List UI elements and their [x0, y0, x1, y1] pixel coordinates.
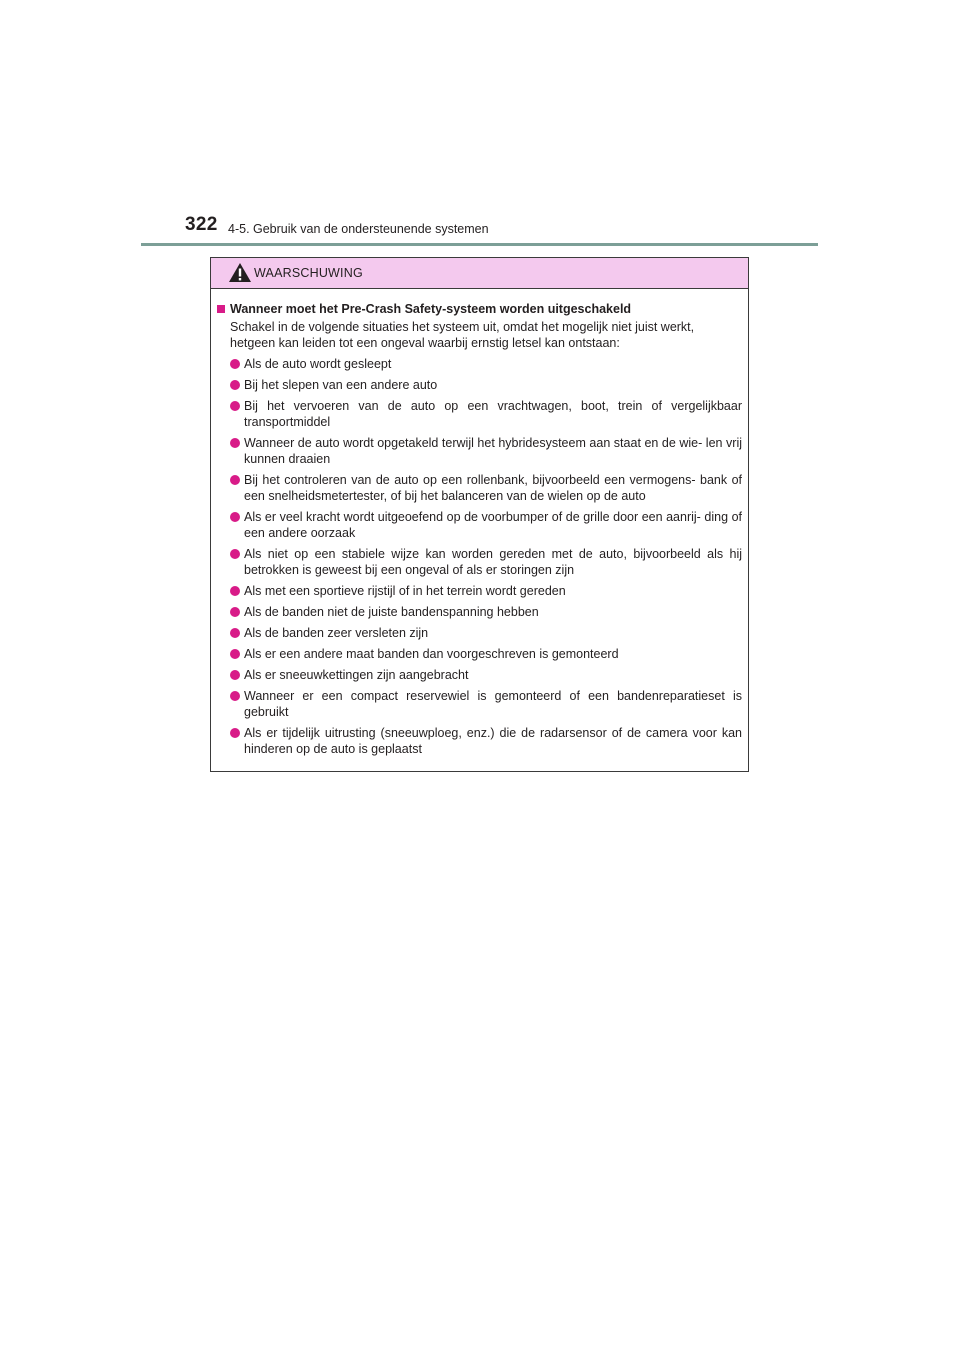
header-rule — [141, 243, 818, 246]
warning-box — [210, 257, 749, 772]
list-item-text: Als met een sportieve rijstijl of in het terrein wordt gereden — [244, 584, 566, 598]
warning-intro: Schakel in de volgende situaties het systeem uit, omdat het mogelijk niet juist werkt, hetgeen kan leiden tot een ongeval waarbij ernstig letsel kan ontstaan: — [230, 320, 695, 350]
list-item-text: Bij het controleren van de auto op een rollenbank, bijvoorbeeld een vermogens- bank of een snelheidsmetertester, of bij het balanceren van de wielen op de auto — [244, 473, 742, 503]
bullet-dot-icon — [230, 359, 240, 369]
list-item-text: Als er veel kracht wordt uitgeoefend op de voorbumper of de grille door een aanrij- ding of een andere oorzaak — [244, 510, 742, 540]
bullet-dot-icon — [230, 649, 240, 659]
bullet-dot-icon — [230, 670, 240, 680]
warning-header — [211, 258, 748, 289]
list-item — [230, 546, 742, 578]
list-item-text: Als er een andere maat banden dan voorgeschreven is gemonteerd — [244, 647, 619, 661]
bullet-dot-icon — [230, 728, 240, 738]
list-item — [230, 435, 742, 467]
bullet-dot-icon — [230, 380, 240, 390]
warning-triangle-icon — [228, 262, 252, 283]
bullet-dot-icon — [230, 401, 240, 411]
list-item — [230, 604, 742, 620]
bullet-dot-icon — [230, 691, 240, 701]
warning-heading-text: Wanneer moet het Pre-Crash Safety-systeem worden uitgeschakeld — [230, 302, 632, 316]
list-item — [230, 472, 742, 504]
bullet-dot-icon — [230, 475, 240, 485]
list-item-text: Bij het slepen van een andere auto — [244, 378, 438, 392]
bullet-dot-icon — [230, 512, 240, 522]
bullet-dot-icon — [230, 628, 240, 638]
list-item — [230, 646, 742, 662]
list-item-text: Wanneer de auto wordt opgetakeld terwijl het hybridesysteem aan staat en de wie- len vrij kunnen draaien — [244, 436, 742, 466]
list-item — [230, 688, 742, 720]
list-item-text: Wanneer er een compact reservewiel is gemonteerd of een bandenreparatieset is gebruikt — [244, 689, 742, 719]
bullet-dot-icon — [230, 607, 240, 617]
list-item — [230, 583, 742, 599]
list-item — [230, 625, 742, 641]
list-item-text: Bij het vervoeren van de auto op een vrachtwagen, boot, trein of vergelijkbaar transportmiddel — [244, 399, 742, 429]
section-title: 4-5. Gebruik van de ondersteunende systemen — [228, 222, 489, 236]
list-item-text: Als de banden niet de juiste bandenspanning hebben — [244, 605, 539, 619]
list-item-text: Als de banden zeer versleten zijn — [244, 626, 429, 640]
list-item — [230, 377, 742, 393]
bullet-dot-icon — [230, 586, 240, 596]
warning-heading — [217, 301, 742, 317]
square-bullet-icon — [217, 305, 225, 313]
warning-body — [211, 289, 748, 757]
list-item-text: Als niet op een stabiele wijze kan worden gereden met de auto, bijvoorbeeld als hij betrokken is geweest bij een ongeval of als er storingen zijn — [244, 547, 742, 577]
bullet-dot-icon — [230, 549, 240, 559]
list-item — [230, 725, 742, 757]
list-item — [230, 667, 742, 683]
warning-list — [217, 356, 742, 757]
warning-title: WAARSCHUWING — [254, 266, 363, 280]
bullet-dot-icon — [230, 438, 240, 448]
list-item — [230, 356, 742, 372]
list-item-text: Als de auto wordt gesleept — [244, 357, 392, 371]
list-item-text: Als er tijdelijk uitrusting (sneeuwploeg, enz.) die de radarsensor of de camera voor kan hinderen op de auto is geplaatst — [244, 726, 742, 756]
page-number: 322 — [185, 214, 218, 235]
list-item — [230, 398, 742, 430]
list-item — [230, 509, 742, 541]
list-item-text: Als er sneeuwkettingen zijn aangebracht — [244, 668, 469, 682]
